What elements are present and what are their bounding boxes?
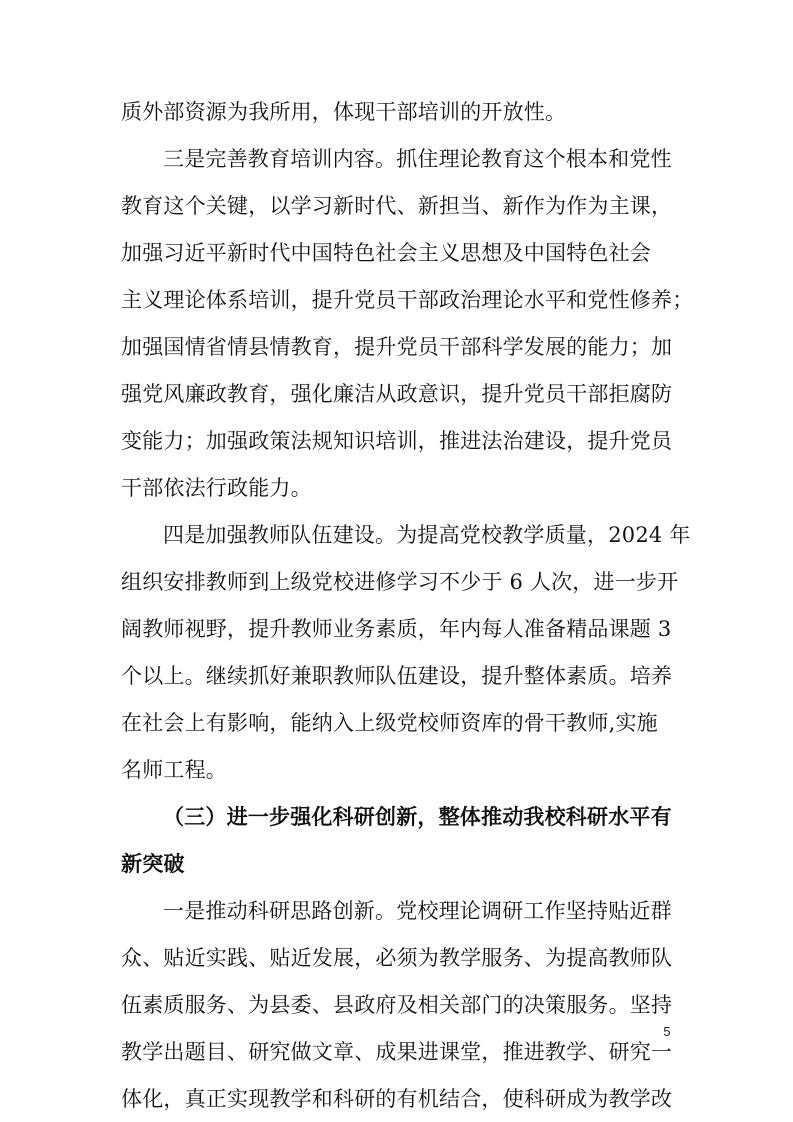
text-line: 众、贴近实践、贴近发展，必须为教学服务、为提高教师队 bbox=[121, 946, 673, 970]
text-line: 名师工程。 bbox=[121, 758, 227, 782]
page-number: 5 bbox=[663, 1024, 671, 1039]
text-line: 个以上。继续抓好兼职教师队伍建设，提升整体素质。培养 bbox=[121, 664, 673, 688]
text-line: 加强国情省情县情教育，提升党员干部科学发展的能力；加 bbox=[121, 335, 673, 359]
text-line: 变能力；加强政策法规知识培训，推进法治建设，提升党员 bbox=[121, 429, 673, 453]
section-heading-continued: 新突破 bbox=[121, 852, 185, 876]
text-line: 质外部资源为我所用，体现干部培训的开放性。 bbox=[121, 100, 567, 124]
text-line: 伍素质服务、为县委、县政府及相关部门的决策服务。坚持 bbox=[121, 993, 673, 1017]
text-line: 体化，真正实现教学和科研的有机结合，使科研成为教学改 bbox=[121, 1087, 673, 1111]
text-line: 主义理论体系培训，提升党员干部政治理论水平和党性修养； bbox=[121, 288, 694, 312]
text-line: 强党风廉政教育，强化廉洁从政意识，提升党员干部拒腐防 bbox=[121, 382, 673, 406]
paragraph-first-line: 四是加强教师队伍建设。为提高党校教学质量，2024 年 bbox=[163, 523, 691, 547]
text-line: 组织安排教师到上级党校进修学习不少于 6 人次，进一步开 bbox=[121, 570, 679, 594]
text-line: 加强习近平新时代中国特色社会主义思想及中国特色社会 bbox=[121, 241, 651, 265]
paragraph-first-line: 一是推动科研思路创新。党校理论调研工作坚持贴近群 bbox=[163, 899, 672, 923]
text-line: 教学出题目、研究做文章、成果进课堂，推进教学、研究一 bbox=[121, 1040, 673, 1064]
text-line: 干部依法行政能力。 bbox=[121, 476, 312, 500]
section-heading: （三）进一步强化科研创新，整体推动我校科研水平有 bbox=[163, 805, 672, 829]
text-line: 教育这个关键，以学习新时代、新担当、新作为作为主课， bbox=[121, 194, 673, 218]
paragraph-first-line: 三是完善教育培训内容。抓住理论教育这个根本和党性 bbox=[163, 147, 672, 171]
text-line: 在社会上有影响，能纳入上级党校师资库的骨干教师,实施 bbox=[121, 711, 658, 735]
text-line: 阔教师视野，提升教师业务素质，年内每人准备精品课题 3 bbox=[121, 617, 672, 641]
